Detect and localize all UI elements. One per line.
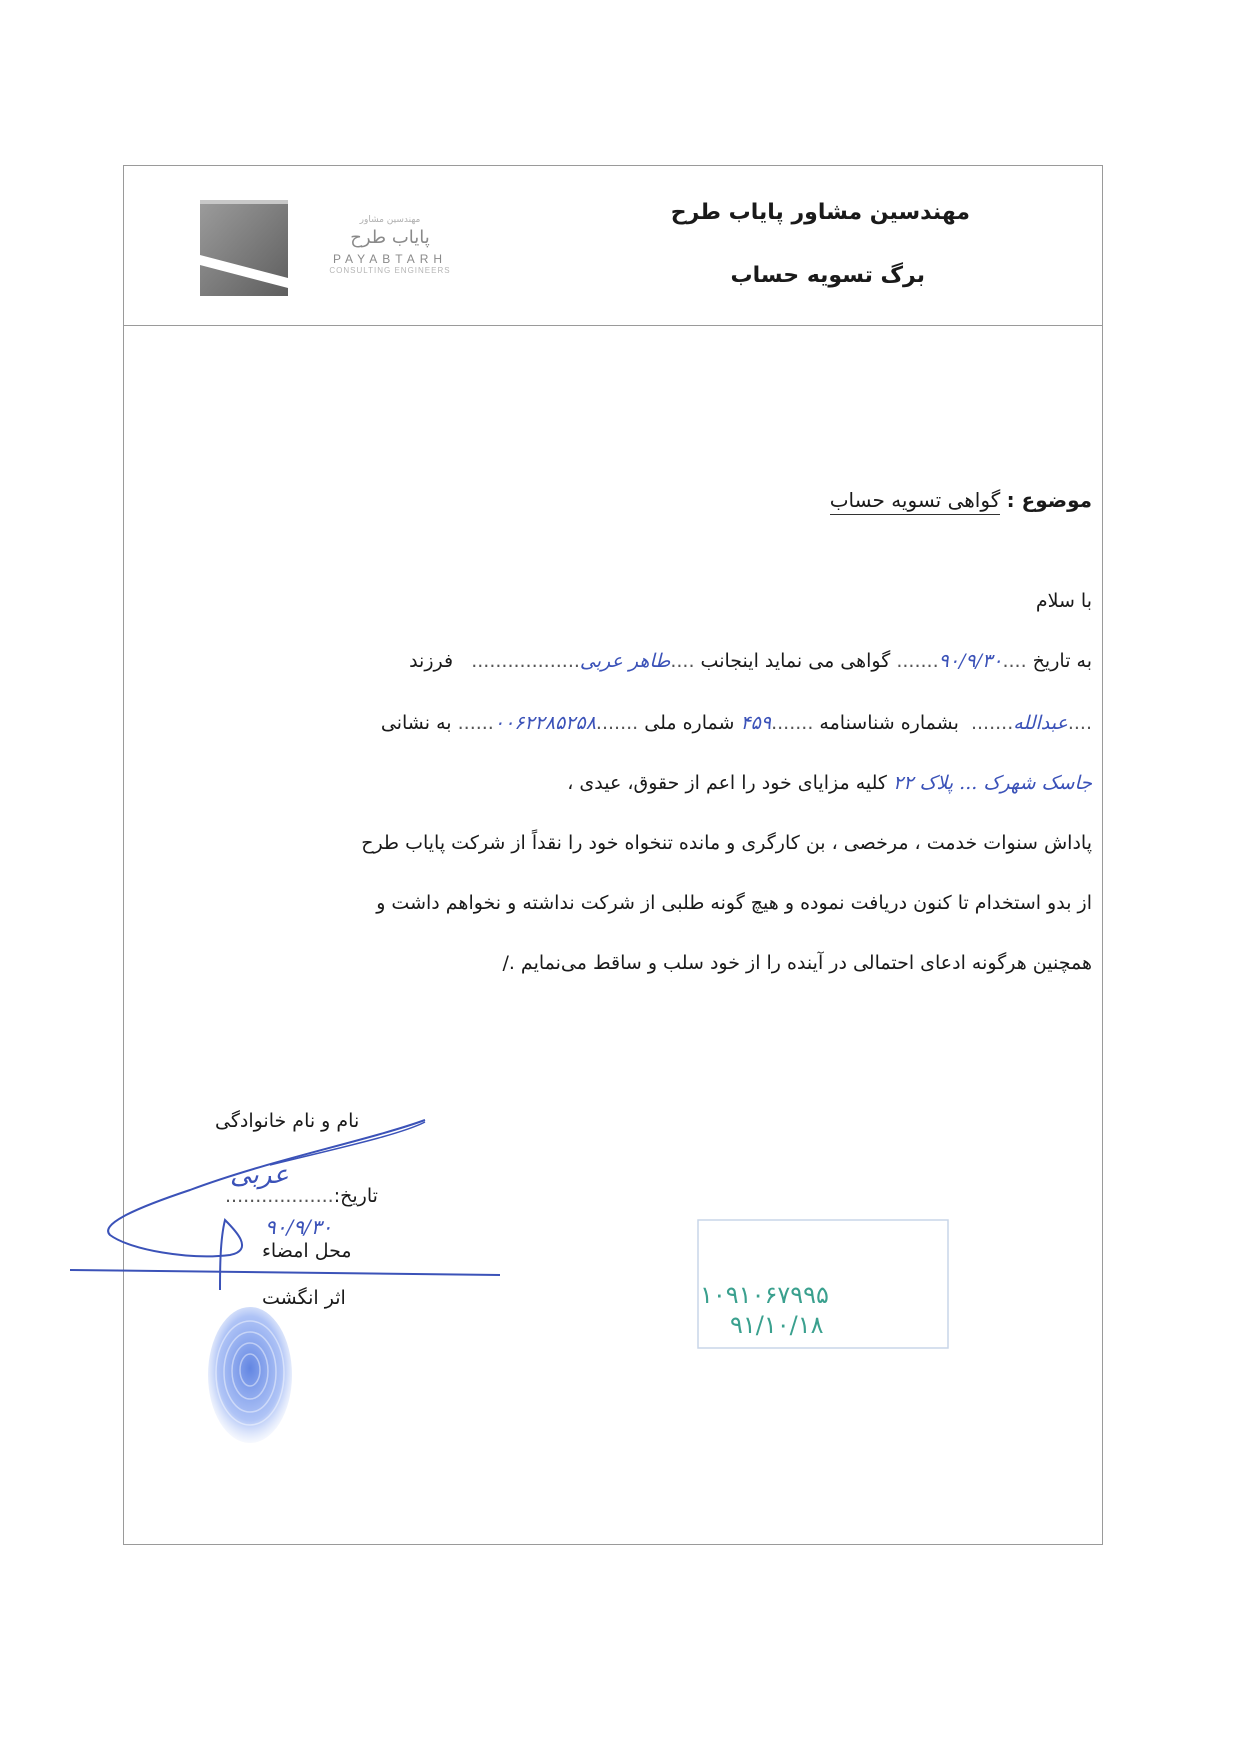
handwritten-address: جاسک شهرک ... پلاک ۲۲ — [893, 772, 1092, 794]
signature-scribble — [70, 1110, 510, 1300]
logo-subtitle: CONSULTING ENGINEERS — [329, 266, 451, 275]
fingerprint-label: اثر انگشت — [262, 1287, 346, 1309]
form-title: برگ تسویه حساب — [730, 263, 925, 288]
handwritten-national-id: ۰۰۶۲۲۸۵۲۵۸ — [493, 712, 596, 734]
handwritten-id-number: ۴۵۹ — [740, 712, 772, 734]
header-divider — [123, 325, 1103, 326]
handwritten-name: طاهر عربی — [579, 650, 671, 672]
signature-name-label: نام و نام خانوادگی — [215, 1110, 360, 1132]
body-line-4: پاداش سنوات خدمت ، مرخصی ، بن کارگری و مانده تنخواه خود را نقداً از شرکت پایاب طرح — [361, 832, 1092, 854]
company-name: مهندسین مشاور پایاب طرح — [670, 200, 970, 225]
body-line-5: از بدو استخدام تا کنون دریافت نموده و هیچ گونه طلبی از شرکت نداشته و نخواهم داشت و — [376, 892, 1092, 914]
body-line-1: به تاریخ ....۹۰/۹/۳۰....... گواهی می نماید اینجانب ....طاهر عربی.................. فرزند — [409, 650, 1092, 672]
text-date-intro: به تاریخ — [1032, 650, 1092, 672]
subject-line — [830, 488, 1092, 512]
text-id-number: بشماره شناسنامه — [819, 712, 959, 734]
subject-label: موضوع : — [1006, 488, 1092, 512]
text-child-of: فرزند — [409, 650, 454, 672]
logo-persian-name: پایاب طرح — [350, 227, 430, 248]
logo-english-name: PAYABTARH — [332, 252, 448, 266]
subject-value: گواهی تسویه حساب — [830, 488, 1001, 515]
greeting: با سلام — [1035, 590, 1092, 612]
handwritten-father-name: عبدالله — [1013, 712, 1068, 734]
text-national-id: شماره ملی — [644, 712, 735, 734]
body-line-3 — [192, 772, 1092, 794]
logo-wordmark — [300, 215, 480, 275]
text-all-benefits: کلیه مزایای خود را اعم از حقوق، عیدی ، — [567, 772, 887, 794]
signature-date-label: تاریخ:.................. — [225, 1185, 378, 1207]
text-address: به نشانی — [380, 712, 452, 734]
stamp-text — [700, 1280, 829, 1340]
stamp-date: ۹۱/۱۰/۱۸ — [730, 1311, 824, 1339]
body-line-2: ....عبدالله....... بشماره شناسنامه .......۴۵۹ شماره ملی .......۰۰۶۲۲۸۵۲۵۸...... به نشانی — [380, 712, 1092, 734]
text-certify: گواهی می نماید اینجانب — [700, 650, 891, 672]
fingerprint-mark — [205, 1305, 295, 1445]
company-logo — [200, 200, 288, 296]
body-line-6: همچنین هرگونه ادعای احتمالی در آینده را از خود سلب و ساقط می‌نمایم ./ — [502, 952, 1092, 974]
handwritten-date: ۹۰/۹/۳۰ — [938, 650, 1003, 672]
handwritten-signer-name: عربی — [230, 1160, 289, 1190]
stamp-number: ۱۰۹۱۰۶۷۹۹۵ — [700, 1281, 829, 1309]
logo-top-small: مهندسین مشاور — [359, 215, 421, 225]
handwritten-signature-date: ۹۰/۹/۳۰ — [265, 1215, 333, 1239]
signature-place-label: محل امضاء — [262, 1240, 352, 1262]
